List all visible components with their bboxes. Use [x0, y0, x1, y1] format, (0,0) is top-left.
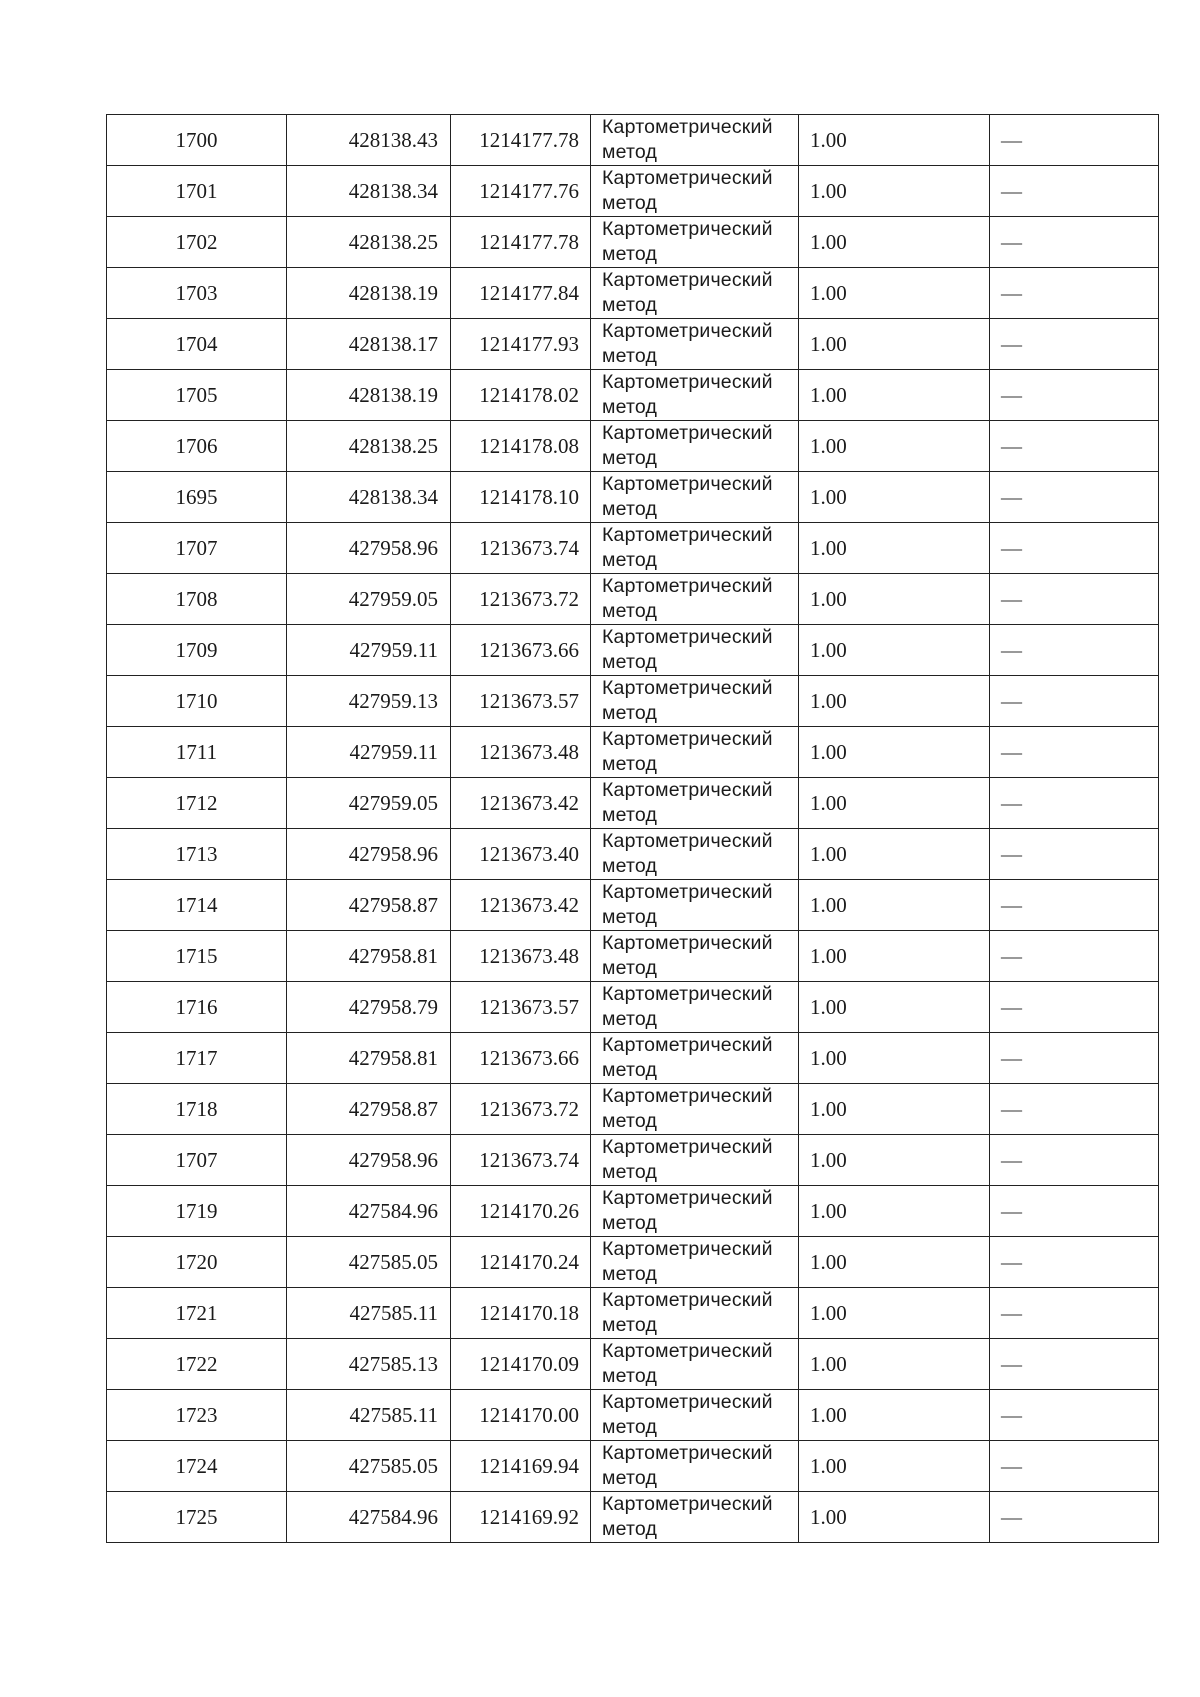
table-row [107, 115, 1159, 166]
coord-y: 1214177.76 [451, 166, 591, 217]
accuracy: 1.00 [799, 880, 990, 931]
note-dash: — [990, 319, 1159, 370]
accuracy: 1.00 [799, 1492, 990, 1543]
coord-y: 1213673.42 [451, 778, 591, 829]
coord-y: 1213673.57 [451, 676, 591, 727]
coord-y: 1213673.57 [451, 982, 591, 1033]
method-line-2: метод [602, 957, 658, 979]
table-row [107, 217, 1159, 268]
method-line-2: метод [602, 1110, 658, 1132]
note-dash: — [990, 1492, 1159, 1543]
method-cell [591, 1288, 799, 1339]
accuracy: 1.00 [799, 727, 990, 778]
table-row [107, 1339, 1159, 1390]
method-cell [591, 1186, 799, 1237]
coord-x: 427959.11 [287, 625, 451, 676]
point-number: 1695 [107, 472, 287, 523]
method-cell [591, 1441, 799, 1492]
coord-y: 1213673.66 [451, 1033, 591, 1084]
method-line-1: Картометрический [602, 1136, 773, 1158]
note-dash: — [990, 1339, 1159, 1390]
table-row [107, 472, 1159, 523]
coord-x: 427958.87 [287, 880, 451, 931]
accuracy: 1.00 [799, 421, 990, 472]
method-cell [591, 523, 799, 574]
table-row [107, 1033, 1159, 1084]
coord-x: 427958.81 [287, 931, 451, 982]
method-line-1: Картометрический [602, 779, 773, 801]
accuracy: 1.00 [799, 166, 990, 217]
point-number: 1725 [107, 1492, 287, 1543]
accuracy: 1.00 [799, 1288, 990, 1339]
point-number: 1714 [107, 880, 287, 931]
coord-x: 428138.34 [287, 472, 451, 523]
method-line-2: метод [602, 906, 658, 928]
point-number: 1715 [107, 931, 287, 982]
method-line-1: Картометрический [602, 1289, 773, 1311]
method-line-2: метод [602, 243, 658, 265]
coord-y: 1213673.48 [451, 727, 591, 778]
coord-x: 428138.34 [287, 166, 451, 217]
method-line-2: метод [602, 1314, 658, 1336]
table-row [107, 931, 1159, 982]
point-number: 1711 [107, 727, 287, 778]
table-row [107, 1288, 1159, 1339]
accuracy: 1.00 [799, 676, 990, 727]
coordinates-table-body [107, 115, 1159, 1543]
note-dash: — [990, 931, 1159, 982]
coord-x: 428138.43 [287, 115, 451, 166]
coord-y: 1213673.74 [451, 523, 591, 574]
coord-x: 427958.87 [287, 1084, 451, 1135]
note-dash: — [990, 1237, 1159, 1288]
method-cell [591, 1135, 799, 1186]
table-row [107, 727, 1159, 778]
note-dash: — [990, 982, 1159, 1033]
table-row [107, 625, 1159, 676]
method-cell [591, 115, 799, 166]
method-cell [591, 472, 799, 523]
point-number: 1703 [107, 268, 287, 319]
coord-y: 1213673.72 [451, 1084, 591, 1135]
method-line-2: метод [602, 447, 658, 469]
table-row [107, 319, 1159, 370]
method-line-1: Картометрический [602, 575, 773, 597]
point-number: 1723 [107, 1390, 287, 1441]
accuracy: 1.00 [799, 931, 990, 982]
note-dash: — [990, 1441, 1159, 1492]
note-dash: — [990, 217, 1159, 268]
method-line-1: Картометрический [602, 932, 773, 954]
table-row [107, 778, 1159, 829]
method-line-1: Картометрический [602, 881, 773, 903]
coord-y: 1214177.93 [451, 319, 591, 370]
point-number: 1709 [107, 625, 287, 676]
method-line-1: Картометрический [602, 983, 773, 1005]
note-dash: — [990, 727, 1159, 778]
point-number: 1718 [107, 1084, 287, 1135]
coord-x: 427584.96 [287, 1186, 451, 1237]
method-cell [591, 1339, 799, 1390]
method-cell [591, 625, 799, 676]
method-cell [591, 217, 799, 268]
coord-y: 1213673.74 [451, 1135, 591, 1186]
point-number: 1722 [107, 1339, 287, 1390]
accuracy: 1.00 [799, 1237, 990, 1288]
coord-x: 427958.96 [287, 1135, 451, 1186]
method-cell [591, 1033, 799, 1084]
point-number: 1708 [107, 574, 287, 625]
method-line-2: метод [602, 1212, 658, 1234]
accuracy: 1.00 [799, 523, 990, 574]
table-row [107, 421, 1159, 472]
accuracy: 1.00 [799, 829, 990, 880]
coord-y: 1213673.72 [451, 574, 591, 625]
accuracy: 1.00 [799, 115, 990, 166]
coord-x: 427959.05 [287, 574, 451, 625]
coord-y: 1214177.78 [451, 115, 591, 166]
coord-y: 1214169.94 [451, 1441, 591, 1492]
coord-y: 1214177.84 [451, 268, 591, 319]
coord-x: 427958.81 [287, 1033, 451, 1084]
method-cell [591, 421, 799, 472]
method-line-2: метод [602, 141, 658, 163]
table-row [107, 676, 1159, 727]
note-dash: — [990, 115, 1159, 166]
method-line-1: Картометрический [602, 1340, 773, 1362]
coord-x: 427958.96 [287, 829, 451, 880]
note-dash: — [990, 370, 1159, 421]
table-row [107, 1492, 1159, 1543]
point-number: 1705 [107, 370, 287, 421]
note-dash: — [990, 166, 1159, 217]
point-number: 1706 [107, 421, 287, 472]
method-line-1: Картометрический [602, 1187, 773, 1209]
point-number: 1704 [107, 319, 287, 370]
note-dash: — [990, 574, 1159, 625]
method-cell [591, 727, 799, 778]
coord-x: 428138.25 [287, 217, 451, 268]
method-cell [591, 268, 799, 319]
coord-x: 427959.13 [287, 676, 451, 727]
method-cell [591, 676, 799, 727]
point-number: 1716 [107, 982, 287, 1033]
coord-y: 1213673.48 [451, 931, 591, 982]
table-row [107, 1441, 1159, 1492]
method-line-2: метод [602, 1518, 658, 1540]
method-line-1: Картометрический [602, 524, 773, 546]
method-line-2: метод [602, 192, 658, 214]
method-line-2: метод [602, 396, 658, 418]
coord-y: 1213673.40 [451, 829, 591, 880]
accuracy: 1.00 [799, 1390, 990, 1441]
note-dash: — [990, 1033, 1159, 1084]
method-line-1: Картометрический [602, 830, 773, 852]
table-row [107, 1237, 1159, 1288]
accuracy: 1.00 [799, 1033, 990, 1084]
coord-y: 1214170.00 [451, 1390, 591, 1441]
note-dash: — [990, 676, 1159, 727]
accuracy: 1.00 [799, 370, 990, 421]
table-row [107, 268, 1159, 319]
note-dash: — [990, 1390, 1159, 1441]
note-dash: — [990, 625, 1159, 676]
accuracy: 1.00 [799, 574, 990, 625]
table-row [107, 523, 1159, 574]
note-dash: — [990, 1288, 1159, 1339]
point-number: 1717 [107, 1033, 287, 1084]
note-dash: — [990, 1135, 1159, 1186]
point-number: 1724 [107, 1441, 287, 1492]
method-line-1: Картометрический [602, 116, 773, 138]
coord-x: 428138.17 [287, 319, 451, 370]
method-cell [591, 1390, 799, 1441]
method-cell [591, 880, 799, 931]
method-line-1: Картометрический [602, 269, 773, 291]
method-line-2: метод [602, 1467, 658, 1489]
accuracy: 1.00 [799, 1135, 990, 1186]
method-cell [591, 1492, 799, 1543]
table-row [107, 1186, 1159, 1237]
coord-x: 427959.11 [287, 727, 451, 778]
coord-x: 427585.13 [287, 1339, 451, 1390]
method-line-1: Картометрический [602, 728, 773, 750]
method-line-2: метод [602, 1059, 658, 1081]
method-line-1: Картометрический [602, 677, 773, 699]
method-line-2: метод [602, 855, 658, 877]
coord-x: 428138.25 [287, 421, 451, 472]
accuracy: 1.00 [799, 472, 990, 523]
accuracy: 1.00 [799, 1441, 990, 1492]
coord-x: 427585.05 [287, 1441, 451, 1492]
coord-x: 427585.11 [287, 1288, 451, 1339]
coord-x: 427585.11 [287, 1390, 451, 1441]
method-line-2: метод [602, 294, 658, 316]
accuracy: 1.00 [799, 982, 990, 1033]
accuracy: 1.00 [799, 1084, 990, 1135]
note-dash: — [990, 829, 1159, 880]
coord-y: 1214169.92 [451, 1492, 591, 1543]
method-cell [591, 1084, 799, 1135]
coordinates-table [106, 114, 1159, 1543]
note-dash: — [990, 1084, 1159, 1135]
method-line-2: метод [602, 1416, 658, 1438]
point-number: 1707 [107, 523, 287, 574]
method-line-2: метод [602, 1008, 658, 1030]
table-row [107, 166, 1159, 217]
method-cell [591, 829, 799, 880]
method-line-1: Картометрический [602, 422, 773, 444]
method-line-2: метод [602, 651, 658, 673]
table-row [107, 1084, 1159, 1135]
coord-y: 1214170.26 [451, 1186, 591, 1237]
accuracy: 1.00 [799, 319, 990, 370]
method-line-1: Картометрический [602, 1238, 773, 1260]
coord-x: 428138.19 [287, 370, 451, 421]
coord-y: 1214178.10 [451, 472, 591, 523]
note-dash: — [990, 1186, 1159, 1237]
accuracy: 1.00 [799, 625, 990, 676]
note-dash: — [990, 880, 1159, 931]
method-line-2: метод [602, 1263, 658, 1285]
coord-y: 1214170.24 [451, 1237, 591, 1288]
method-line-2: метод [602, 1161, 658, 1183]
coord-x: 427585.05 [287, 1237, 451, 1288]
method-line-1: Картометрический [602, 218, 773, 240]
method-line-1: Картометрический [602, 320, 773, 342]
method-line-2: метод [602, 804, 658, 826]
point-number: 1721 [107, 1288, 287, 1339]
coord-x: 428138.19 [287, 268, 451, 319]
point-number: 1700 [107, 115, 287, 166]
coord-x: 427584.96 [287, 1492, 451, 1543]
method-line-1: Картометрический [602, 1034, 773, 1056]
method-cell [591, 931, 799, 982]
table-row [107, 829, 1159, 880]
table-row [107, 370, 1159, 421]
table-row [107, 1135, 1159, 1186]
coord-y: 1214170.18 [451, 1288, 591, 1339]
accuracy: 1.00 [799, 268, 990, 319]
method-cell [591, 1237, 799, 1288]
point-number: 1702 [107, 217, 287, 268]
table-row [107, 982, 1159, 1033]
coord-y: 1213673.66 [451, 625, 591, 676]
method-line-1: Картометрический [602, 1442, 773, 1464]
point-number: 1719 [107, 1186, 287, 1237]
method-line-2: метод [602, 549, 658, 571]
method-cell [591, 166, 799, 217]
note-dash: — [990, 268, 1159, 319]
point-number: 1701 [107, 166, 287, 217]
method-line-1: Картометрический [602, 1391, 773, 1413]
accuracy: 1.00 [799, 217, 990, 268]
note-dash: — [990, 472, 1159, 523]
accuracy: 1.00 [799, 778, 990, 829]
method-line-2: метод [602, 498, 658, 520]
coord-x: 427958.96 [287, 523, 451, 574]
note-dash: — [990, 778, 1159, 829]
accuracy: 1.00 [799, 1339, 990, 1390]
method-cell [591, 574, 799, 625]
method-line-1: Картометрический [602, 626, 773, 648]
method-line-2: метод [602, 702, 658, 724]
method-line-2: метод [602, 345, 658, 367]
coord-y: 1214178.02 [451, 370, 591, 421]
method-line-1: Картометрический [602, 1493, 773, 1515]
point-number: 1707 [107, 1135, 287, 1186]
table-row [107, 880, 1159, 931]
method-line-2: метод [602, 600, 658, 622]
method-cell [591, 778, 799, 829]
coord-y: 1214170.09 [451, 1339, 591, 1390]
point-number: 1712 [107, 778, 287, 829]
coord-y: 1213673.42 [451, 880, 591, 931]
method-cell [591, 319, 799, 370]
note-dash: — [990, 421, 1159, 472]
point-number: 1720 [107, 1237, 287, 1288]
coord-x: 427959.05 [287, 778, 451, 829]
method-cell [591, 370, 799, 421]
method-line-1: Картометрический [602, 473, 773, 495]
coord-y: 1214178.08 [451, 421, 591, 472]
method-line-2: метод [602, 753, 658, 775]
coord-x: 427958.79 [287, 982, 451, 1033]
method-line-1: Картометрический [602, 167, 773, 189]
method-line-1: Картометрический [602, 1085, 773, 1107]
accuracy: 1.00 [799, 1186, 990, 1237]
method-line-1: Картометрический [602, 371, 773, 393]
coord-y: 1214177.78 [451, 217, 591, 268]
point-number: 1713 [107, 829, 287, 880]
note-dash: — [990, 523, 1159, 574]
table-row [107, 574, 1159, 625]
table-row [107, 1390, 1159, 1441]
method-cell [591, 982, 799, 1033]
point-number: 1710 [107, 676, 287, 727]
method-line-2: метод [602, 1365, 658, 1387]
